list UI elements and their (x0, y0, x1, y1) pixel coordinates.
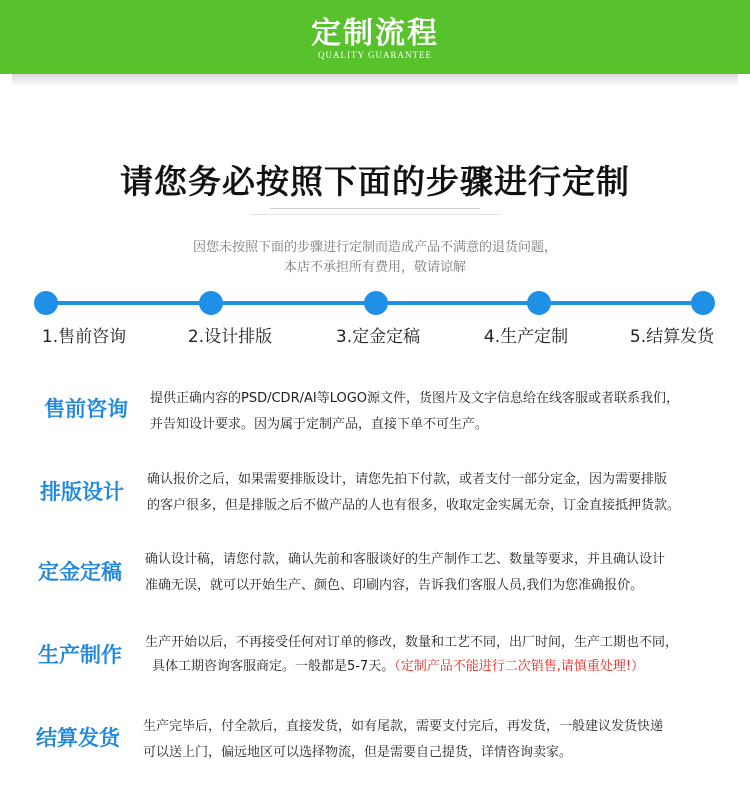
step-dot-4 (527, 291, 551, 315)
banner-subtitle: QUALITY GUARANTEE (318, 50, 432, 60)
section-title-deposit: 定金定稿 (38, 560, 122, 584)
decorative-divider (270, 208, 480, 209)
section-text-line: 准确无误，就可以开始生产、颜色、印刷内容，告诉我们客服人员,我们为您准确报价。 (145, 578, 644, 593)
warning-text: （定制产品不能进行二次销售,请慎重处理!） (394, 659, 645, 674)
step-dot-5 (691, 291, 715, 315)
section-text-line-with-warning (152, 655, 644, 674)
page-headline: 请您务必按照下面的步骤进行定制 (120, 162, 630, 201)
step-dot-1 (34, 291, 58, 315)
step-label-5: 5.结算发货 (629, 327, 715, 347)
section-title-production: 生产制作 (38, 643, 122, 667)
banner-shadow (12, 74, 738, 86)
notice-line-1: 因您未按照下面的步骤进行定制而造成产品不满意的退货问题， (192, 240, 557, 255)
section-text-line: 提供正确内容的PSD/CDR/AI等LOGO源文件，货图片及文字信息给在线客服或者联系我们， (150, 391, 680, 406)
section-text-line: 生产开始以后，不再接受任何对订单的修改，数量和工艺不同，出厂时间，生产工期也不同， (145, 635, 679, 650)
step-label-1: 1.售前咨询 (41, 327, 127, 347)
step-dot-3 (364, 291, 388, 315)
section-text-line: 并告知设计要求。因为属于定制产品，直接下单不可生产。 (150, 417, 489, 432)
section-title-settlement: 结算发货 (36, 726, 120, 750)
decorative-divider (250, 214, 500, 215)
step-label-3: 3.定金定稿 (335, 327, 421, 347)
banner-title: 定制流程 (311, 16, 439, 51)
section-text-line: 的客户很多，但是排版之后不做产品的人也有很多，收取定金实属无奈，订金直接抵押货款。 (147, 498, 681, 513)
step-dot-2 (199, 291, 223, 315)
step-label-2: 2.设计排版 (187, 327, 273, 347)
section-title-layout-design: 排版设计 (40, 480, 124, 504)
step-label-4: 4.生产定制 (483, 327, 569, 347)
section-text-line: 可以送上门，偏远地区可以选择物流，但是需要自己提货，详情咨询卖家。 (143, 745, 573, 760)
section-text-line: 确认设计稿，请您付款，确认先前和客服谈好的生产制作工艺、数量等要求，并且确认设计 (145, 552, 666, 567)
notice-line-2: 本店不承担所有费用，敬请谅解 (283, 260, 466, 275)
section-text-line: 生产完毕后，付全款后，直接发货，如有尾款，需要支付完后，再发货，一般建议发货快递 (143, 719, 664, 734)
section-title-consultation: 售前咨询 (44, 397, 128, 421)
section-text: 具体工期咨询客服商定。一般都是5-7天。 (152, 659, 395, 674)
section-text-line: 确认报价之后，如果需要排版设计，请您先拍下付款，或者支付一部分定金，因为需要排版 (147, 472, 668, 487)
